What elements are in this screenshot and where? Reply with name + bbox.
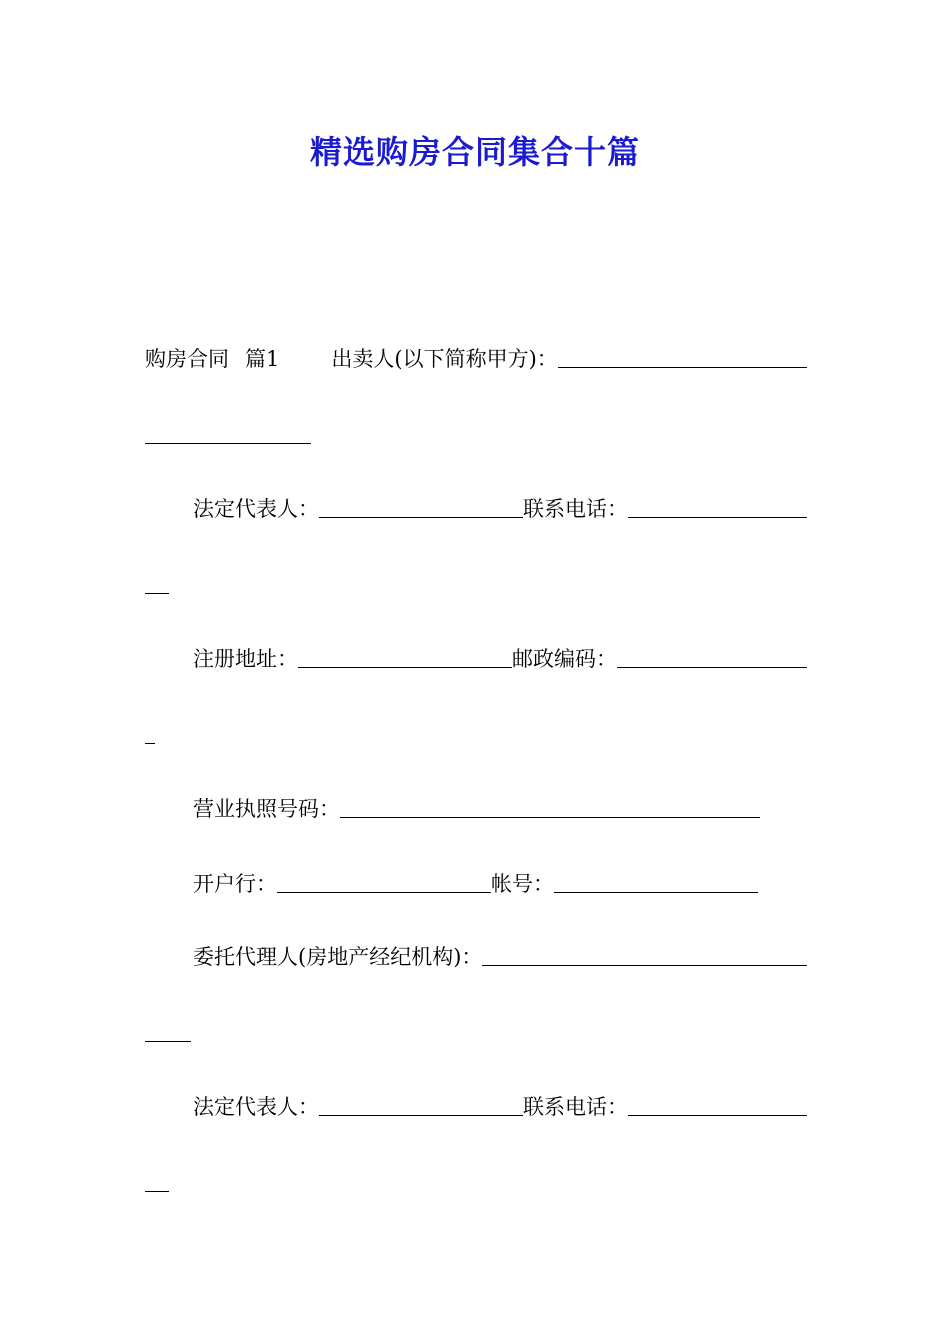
seller-line bbox=[145, 344, 807, 374]
postcode-continuation bbox=[145, 720, 807, 750]
account-blank[interactable] bbox=[554, 892, 758, 893]
seller-blank-cont[interactable] bbox=[145, 443, 311, 444]
agent-line bbox=[145, 942, 807, 972]
bank-blank[interactable] bbox=[277, 892, 491, 893]
seller-label: 出卖人(以下简称甲方)： bbox=[331, 347, 558, 371]
seller-continuation bbox=[145, 420, 807, 450]
phone-blank-1-cont[interactable] bbox=[145, 593, 169, 594]
legal-rep-label-2: 法定代表人： bbox=[193, 1095, 319, 1119]
postcode-label: 邮政编码： bbox=[512, 647, 617, 671]
phone-blank-1[interactable] bbox=[628, 517, 807, 518]
agent-continuation bbox=[145, 1018, 807, 1048]
bank-label: 开户行： bbox=[193, 872, 277, 896]
section-number: 篇1 bbox=[245, 347, 280, 371]
page-title: 精选购房合同集合十篇 bbox=[309, 133, 640, 171]
license-blank[interactable] bbox=[340, 817, 760, 818]
postcode-blank-cont[interactable] bbox=[145, 743, 155, 744]
legal-rep-blank-2[interactable] bbox=[319, 1115, 523, 1116]
legal-rep-blank-1[interactable] bbox=[319, 517, 523, 518]
legal-rep-line-1 bbox=[145, 494, 807, 524]
license-line bbox=[145, 794, 807, 824]
phone-blank-2-cont[interactable] bbox=[145, 1191, 169, 1192]
reg-address-blank[interactable] bbox=[298, 667, 512, 668]
reg-address-line bbox=[145, 644, 807, 674]
phone-continuation-1 bbox=[145, 570, 807, 600]
phone-label-2: 联系电话： bbox=[523, 1095, 628, 1119]
phone-continuation-2 bbox=[145, 1168, 807, 1198]
postcode-blank[interactable] bbox=[617, 667, 807, 668]
phone-label-1: 联系电话： bbox=[523, 497, 628, 521]
seller-blank[interactable] bbox=[558, 367, 807, 368]
bank-line bbox=[145, 869, 807, 899]
account-label: 帐号： bbox=[491, 872, 554, 896]
agent-label: 委托代理人(房地产经纪机构)： bbox=[193, 945, 483, 969]
reg-address-label: 注册地址： bbox=[193, 647, 298, 671]
agent-blank-cont[interactable] bbox=[145, 1041, 191, 1042]
legal-rep-label-1: 法定代表人： bbox=[193, 497, 319, 521]
legal-rep-line-2 bbox=[145, 1092, 807, 1122]
section-heading: 购房合同 bbox=[145, 347, 229, 371]
phone-blank-2[interactable] bbox=[628, 1115, 807, 1116]
agent-blank[interactable] bbox=[482, 965, 807, 966]
license-label: 营业执照号码： bbox=[193, 797, 340, 821]
